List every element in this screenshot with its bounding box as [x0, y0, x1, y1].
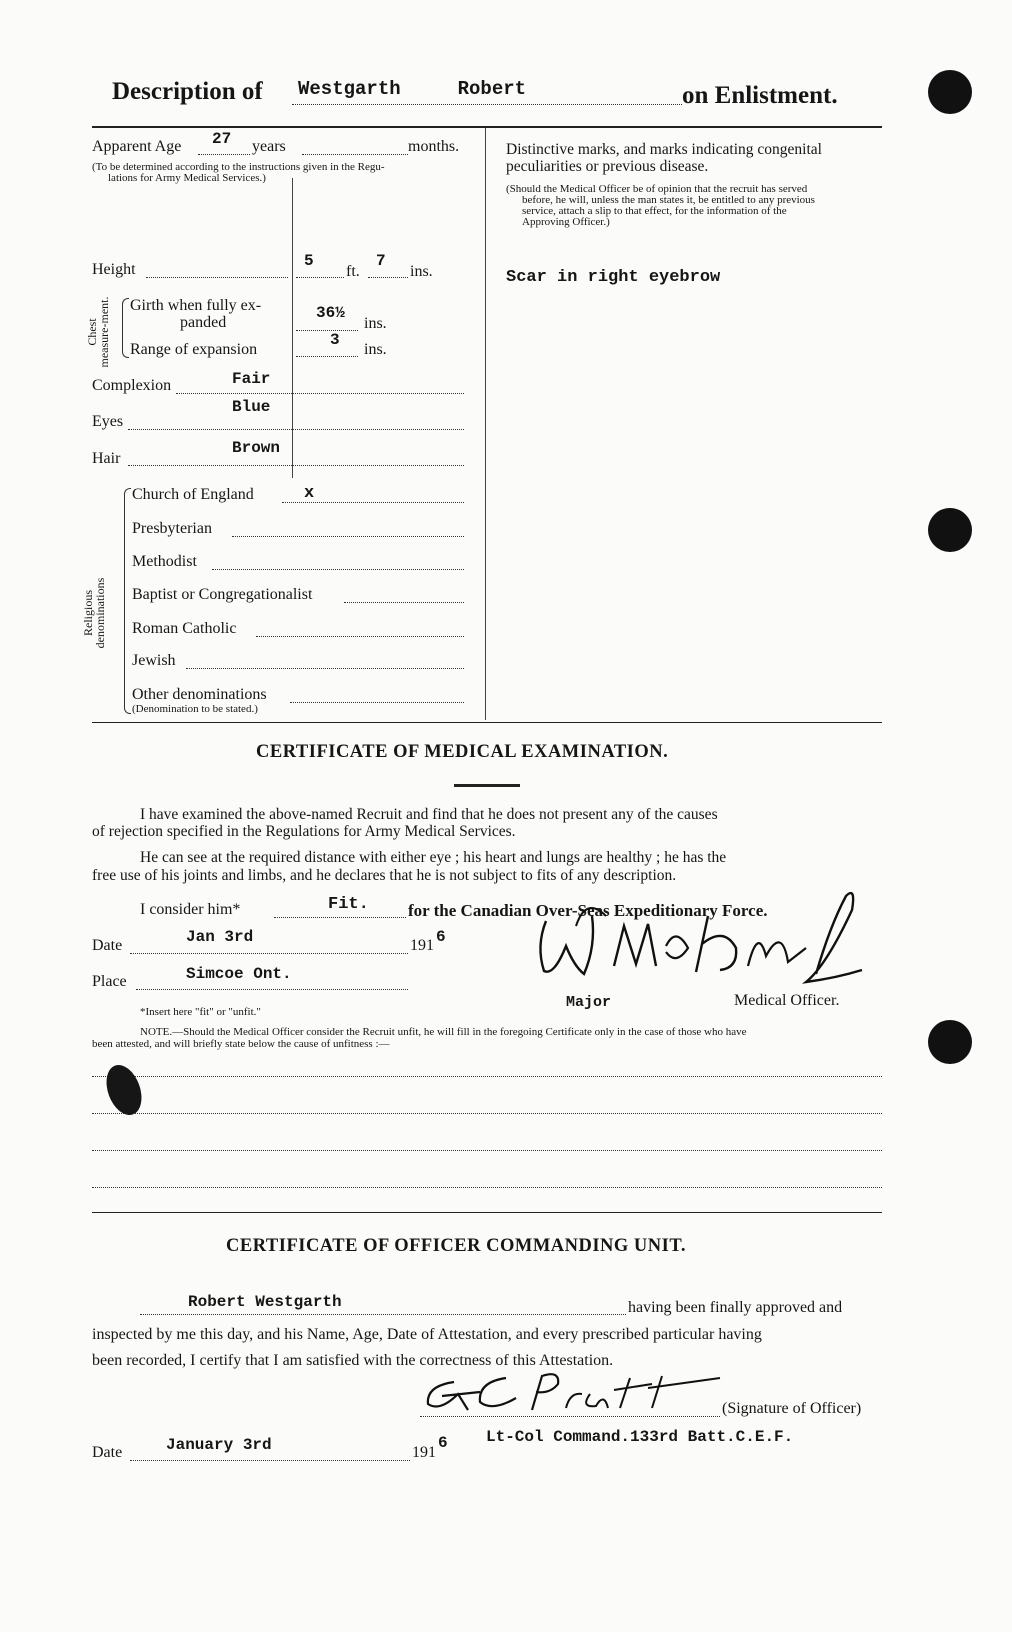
medical-officer-signature: [526, 886, 866, 996]
complexion-label: Complexion: [92, 377, 172, 394]
medical-note-line1: NOTE.—Should the Medical Officer consider the Recruit unfit, he will fill in the foregoing Certificate only in the case of those who have: [140, 1026, 747, 1038]
religion-roman-catholic: Roman Catholic: [132, 620, 237, 637]
girth-value: 36½: [316, 304, 345, 322]
height-ft-dots: [296, 277, 344, 278]
age-note-line1: (To be determined according to the instructions given in the Regu-: [92, 161, 385, 173]
consider-suffix: for the Canadian Over-Seas Expeditionary Force.: [408, 901, 768, 920]
hair-label: Hair: [92, 450, 121, 467]
medical-title-rule: [454, 784, 520, 787]
medical-officer-label: Medical Officer.: [734, 992, 840, 1009]
top-rule: [92, 126, 882, 128]
religion-other: Other denominations: [132, 686, 267, 703]
hair-value: Brown: [232, 439, 281, 457]
commanding-title: CERTIFICATE OF OFFICER COMMANDING UNIT.: [226, 1236, 686, 1256]
commanding-date-value: January 3rd: [166, 1436, 272, 1454]
inner-divider: [292, 178, 293, 478]
title-dotted-line: [292, 104, 682, 105]
height-ins-label: ins.: [410, 263, 433, 280]
marks-value: Scar in right eyebrow: [506, 268, 721, 287]
religion-baptist: Baptist or Congregationalist: [132, 586, 313, 603]
commanding-date-label: Date: [92, 1444, 123, 1461]
medical-place-value: Simcoe Ont.: [186, 965, 292, 983]
hair-dots: [128, 465, 464, 466]
lower-rule: [92, 1212, 882, 1213]
commanding-name-dots: [140, 1314, 626, 1315]
column-divider: [485, 128, 486, 720]
girth-ins-label: ins.: [364, 315, 387, 332]
age-dots: [198, 154, 250, 155]
title-suffix: on Enlistment.: [682, 82, 838, 109]
religion-dots-4: [256, 636, 464, 637]
mid-rule: [92, 722, 882, 723]
religion-presbyterian: Presbyterian: [132, 520, 212, 537]
age-note-line2: lations for Army Medical Services.): [108, 172, 266, 184]
ft-label: ft.: [346, 263, 360, 280]
complexion-dots: [176, 393, 464, 394]
medical-p1-line2: of rejection specified in the Regulations for Army Medical Services.: [92, 823, 516, 840]
title-prefix: Description of: [112, 78, 263, 105]
commanding-line1-suffix: having been finally approved and: [628, 1299, 843, 1316]
medical-p2-line1: He can see at the required distance with either eye ; his heart and lungs are healthy ; he has the: [140, 849, 727, 866]
unfitness-line-4: [92, 1187, 882, 1188]
eyes-value: Blue: [232, 398, 271, 416]
recruit-name: Westgarth Robert: [298, 78, 527, 100]
range-ins-label: ins.: [364, 341, 387, 358]
religion-jewish: Jewish: [132, 652, 176, 669]
medical-title: CERTIFICATE OF MEDICAL EXAMINATION.: [256, 742, 669, 762]
months-label: months.: [408, 138, 460, 155]
punch-hole-middle: [928, 508, 972, 552]
age-label: Apparent Age: [92, 138, 182, 155]
marks-note-line3: service, attach a slip to that effect, for the information of the: [522, 205, 787, 217]
height-ft-value: 5: [304, 252, 314, 270]
signature-label: (Signature of Officer): [722, 1400, 862, 1417]
commanding-line3: been recorded, I certify that I am satisfied with the correctness of this Attestation.: [92, 1352, 614, 1369]
consider-dots: [274, 917, 406, 918]
girth-label-line2: panded: [180, 314, 227, 331]
chest-label: Chest measure-ment.: [85, 296, 111, 368]
religion-dots-2: [212, 569, 464, 570]
medical-date-value: Jan 3rd: [186, 928, 254, 946]
medical-date-label: Date: [92, 937, 123, 954]
height-dots: [146, 277, 288, 278]
age-value: 27: [212, 130, 232, 148]
commanding-year-digit: 6: [438, 1434, 448, 1452]
marks-note-line2: before, he will, unless the man states it, be entitled to any previous: [522, 194, 815, 206]
commanding-rank-value: Lt-Col Command.133rd Batt.C.E.F.: [486, 1428, 794, 1446]
commanding-officer-signature: [420, 1364, 730, 1416]
medical-year-digit: 6: [436, 928, 446, 946]
signature-dots: [420, 1416, 720, 1417]
religion-dots-5: [186, 668, 464, 669]
complexion-value: Fair: [232, 370, 271, 388]
commanding-name-value: Robert Westgarth: [188, 1293, 342, 1311]
denomination-note: (Denomination to be stated.): [132, 703, 258, 715]
range-dots: [296, 356, 358, 357]
height-in-value: 7: [376, 252, 386, 270]
religion-methodist: Methodist: [132, 553, 197, 570]
medical-place-dots: [136, 989, 408, 990]
punch-hole-lower: [928, 1020, 972, 1064]
commanding-year-prefix: 191: [412, 1444, 436, 1461]
marks-note-line1: (Should the Medical Officer be of opinion that the recruit has served: [506, 183, 808, 195]
medical-year-prefix: 191: [410, 937, 434, 954]
medical-date-dots: [130, 953, 408, 954]
medical-place-label: Place: [92, 973, 127, 990]
height-in-dots: [368, 277, 408, 278]
religion-mark: x: [304, 484, 315, 503]
marks-label-line2: peculiarities or previous disease.: [506, 158, 709, 175]
girth-dots: [296, 330, 358, 331]
religion-dots-6: [290, 702, 464, 703]
commanding-date-dots: [130, 1460, 410, 1461]
religion-dots-1: [232, 536, 464, 537]
height-label: Height: [92, 261, 136, 278]
years-label: years: [252, 138, 286, 155]
chest-brace: [122, 298, 129, 358]
months-dots: [302, 154, 408, 155]
unfitness-line-2: [92, 1113, 882, 1114]
punch-hole-top: [928, 70, 972, 114]
fitness-value: Fit.: [328, 895, 369, 914]
girth-label-line1: Girth when fully ex-: [130, 297, 262, 314]
insert-note: *Insert here "fit" or "unfit.": [140, 1006, 261, 1018]
marks-note-line4: Approving Officer.): [522, 216, 610, 228]
religion-label: Religious denominations: [81, 577, 107, 649]
range-label: Range of expansion: [130, 341, 258, 358]
medical-p2-line2: free use of his joints and limbs, and he declares that he is not subject to fits of any description.: [92, 867, 677, 884]
range-value: 3: [330, 331, 340, 349]
religion-dots-3: [344, 602, 464, 603]
commanding-line2: inspected by me this day, and his Name, Age, Date of Attestation, and every prescribed particular having: [92, 1326, 762, 1343]
medical-note-line2: been attested, and will briefly state below the cause of unfitness :—: [92, 1038, 390, 1050]
eyes-label: Eyes: [92, 413, 124, 430]
unfitness-line-1: [92, 1076, 882, 1077]
medical-p1-line1: I have examined the above-named Recruit and find that he does not present any of the causes: [140, 806, 718, 823]
eyes-dots: [128, 429, 464, 430]
ink-blot: [100, 1060, 148, 1120]
religion-brace: [124, 488, 131, 714]
unfitness-line-3: [92, 1150, 882, 1151]
consider-prefix: I consider him*: [140, 901, 241, 918]
marks-label-line1: Distinctive marks, and marks indicating congenital: [506, 141, 822, 158]
medical-officer-rank: Major: [566, 994, 612, 1011]
religion-church-of-england: Church of England: [132, 486, 254, 503]
